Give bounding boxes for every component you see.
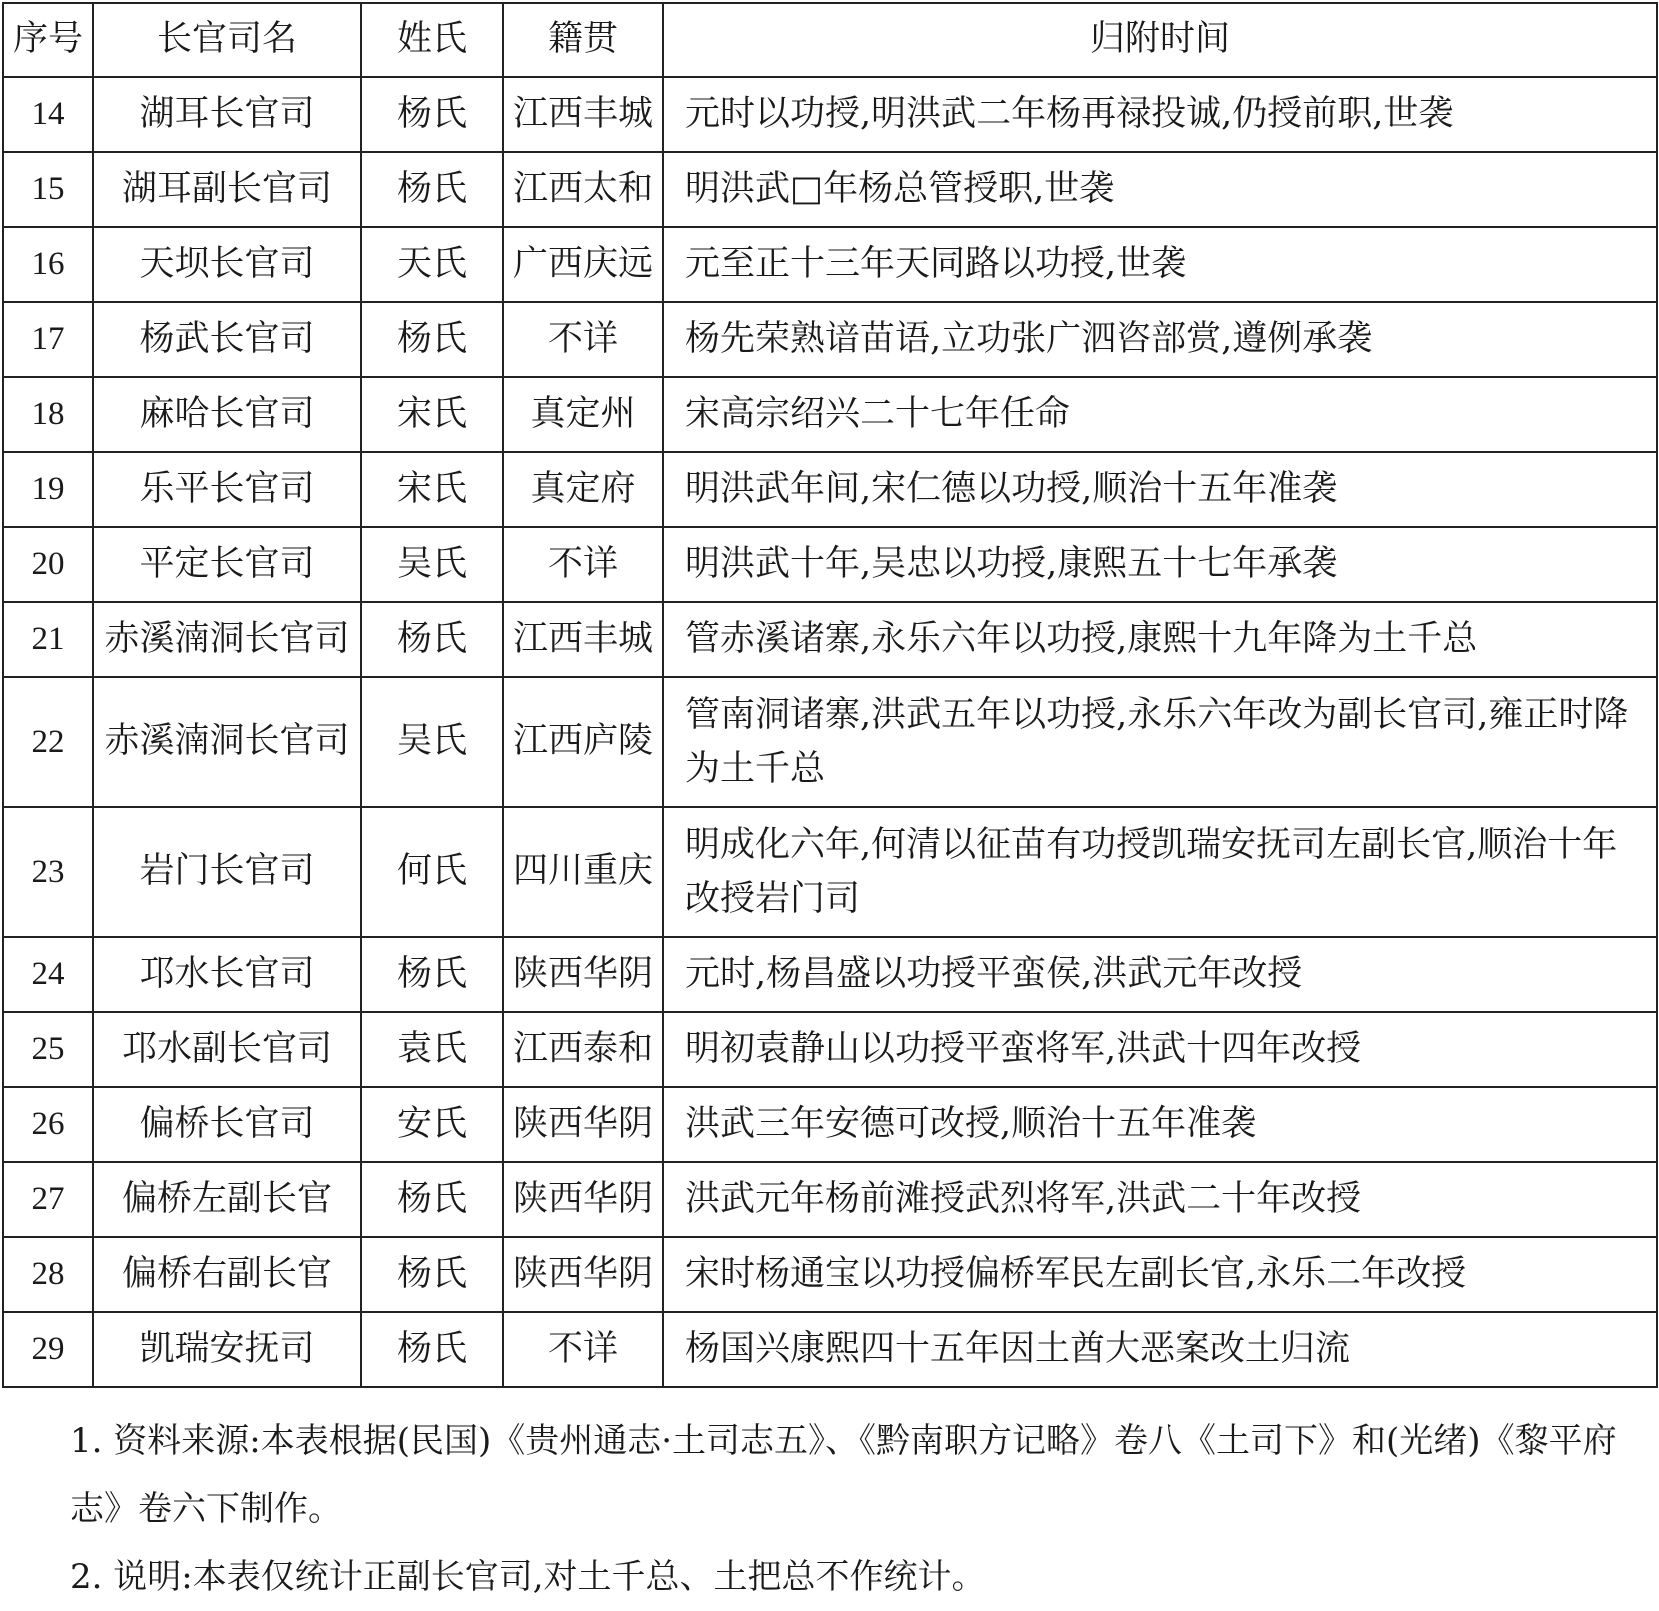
cell-index: 19 — [3, 452, 93, 527]
table-notes — [0, 1407, 1659, 1611]
cell-surname: 宋氏 — [361, 377, 503, 452]
cell-origin: 陕西华阴 — [503, 1237, 663, 1312]
cell-submission-time: 明洪武十年,吴忠以功授,康熙五十七年承袭 — [663, 527, 1657, 602]
cell-surname: 杨氏 — [361, 152, 503, 227]
cell-submission-time: 洪武元年杨前滩授武烈将军,洪武二十年改授 — [663, 1162, 1657, 1237]
table-row — [3, 77, 1657, 152]
table-row — [3, 1237, 1657, 1312]
cell-submission-time: 管赤溪诸寨,永乐六年以功授,康熙十九年降为土千总 — [663, 602, 1657, 677]
table-row — [3, 527, 1657, 602]
cell-office-name: 凯瑞安抚司 — [93, 1312, 361, 1387]
cell-index: 25 — [3, 1012, 93, 1087]
cell-origin: 真定州 — [503, 377, 663, 452]
table-header-row — [3, 3, 1657, 77]
cell-origin: 陕西华阴 — [503, 1087, 663, 1162]
cell-submission-time: 洪武三年安德可改授,顺治十五年准袭 — [663, 1087, 1657, 1162]
cell-surname: 杨氏 — [361, 602, 503, 677]
cell-surname: 杨氏 — [361, 937, 503, 1012]
cell-index: 26 — [3, 1087, 93, 1162]
cell-surname: 杨氏 — [361, 77, 503, 152]
cell-office-name: 乐平长官司 — [93, 452, 361, 527]
note-explanation: 2. 说明:本表仅统计正副长官司,对土千总、土把总不作统计。 — [70, 1557, 986, 1597]
cell-submission-time: 元至正十三年天同路以功授,世袭 — [663, 227, 1657, 302]
cell-office-name: 杨武长官司 — [93, 302, 361, 377]
cell-index: 18 — [3, 377, 93, 452]
cell-submission-time: 明初袁静山以功授平蛮将军,洪武十四年改授 — [663, 1012, 1657, 1087]
cell-office-name: 邛水副长官司 — [93, 1012, 361, 1087]
cell-index: 17 — [3, 302, 93, 377]
cell-origin: 不详 — [503, 527, 663, 602]
table-row — [3, 227, 1657, 302]
cell-office-name: 赤溪湳洞长官司 — [93, 677, 361, 807]
table-row — [3, 302, 1657, 377]
cell-index: 23 — [3, 807, 93, 937]
note-source: 1. 资料来源:本表根据(民国)《贵州通志·土司志五》、《黔南职方记略》卷八《土司下》和(光绪)《黎平府志》卷六下制作。 — [70, 1421, 1617, 1529]
cell-index: 28 — [3, 1237, 93, 1312]
cell-surname: 袁氏 — [361, 1012, 503, 1087]
cell-submission-time: 元时,杨昌盛以功授平蛮侯,洪武元年改授 — [663, 937, 1657, 1012]
cell-submission-time: 宋高宗绍兴二十七年任命 — [663, 377, 1657, 452]
cell-index: 20 — [3, 527, 93, 602]
header-origin: 籍贯 — [503, 3, 663, 77]
cell-index: 14 — [3, 77, 93, 152]
cell-index: 27 — [3, 1162, 93, 1237]
cell-origin: 不详 — [503, 1312, 663, 1387]
table-row — [3, 152, 1657, 227]
cell-origin: 江西泰和 — [503, 1012, 663, 1087]
table-row — [3, 677, 1657, 807]
cell-origin: 四川重庆 — [503, 807, 663, 937]
cell-submission-time: 明洪武年间,宋仁德以功授,顺治十五年准袭 — [663, 452, 1657, 527]
table-row — [3, 1162, 1657, 1237]
cell-surname: 安氏 — [361, 1087, 503, 1162]
cell-surname: 天氏 — [361, 227, 503, 302]
cell-surname: 杨氏 — [361, 302, 503, 377]
cell-surname: 杨氏 — [361, 1237, 503, 1312]
cell-submission-time: 管南洞诸寨,洪武五年以功授,永乐六年改为副长官司,雍正时降为土千总 — [663, 677, 1657, 807]
cell-office-name: 邛水长官司 — [93, 937, 361, 1012]
cell-index: 15 — [3, 152, 93, 227]
cell-origin: 江西丰城 — [503, 77, 663, 152]
cell-index: 29 — [3, 1312, 93, 1387]
cell-surname: 宋氏 — [361, 452, 503, 527]
cell-origin: 真定府 — [503, 452, 663, 527]
table-row — [3, 452, 1657, 527]
cell-origin: 江西庐陵 — [503, 677, 663, 807]
cell-office-name: 岩门长官司 — [93, 807, 361, 937]
cell-submission-time: 杨国兴康熙四十五年因土酋大恶案改土归流 — [663, 1312, 1657, 1387]
cell-office-name: 偏桥左副长官 — [93, 1162, 361, 1237]
cell-origin: 江西太和 — [503, 152, 663, 227]
cell-office-name: 平定长官司 — [93, 527, 361, 602]
cell-index: 16 — [3, 227, 93, 302]
header-submission-time: 归附时间 — [663, 3, 1657, 77]
cell-index: 22 — [3, 677, 93, 807]
cell-origin: 不详 — [503, 302, 663, 377]
cell-submission-time: 元时以功授,明洪武二年杨再禄投诚,仍授前职,世袭 — [663, 77, 1657, 152]
cell-submission-time: 杨先荣熟谙苗语,立功张广泗咨部赏,遵例承袭 — [663, 302, 1657, 377]
table-row — [3, 1012, 1657, 1087]
table-row — [3, 377, 1657, 452]
cell-surname: 杨氏 — [361, 1162, 503, 1237]
header-office-name: 长官司名 — [93, 3, 361, 77]
table-row — [3, 602, 1657, 677]
cell-office-name: 偏桥长官司 — [93, 1087, 361, 1162]
cell-origin: 广西庆远 — [503, 227, 663, 302]
table-row — [3, 1087, 1657, 1162]
cell-surname: 杨氏 — [361, 1312, 503, 1387]
cell-surname: 吴氏 — [361, 677, 503, 807]
cell-origin: 陕西华阴 — [503, 1162, 663, 1237]
cell-office-name: 湖耳副长官司 — [93, 152, 361, 227]
table-row — [3, 807, 1657, 937]
cell-surname: 何氏 — [361, 807, 503, 937]
cell-surname: 吴氏 — [361, 527, 503, 602]
chieftain-table — [2, 2, 1658, 1388]
cell-index: 21 — [3, 602, 93, 677]
cell-origin: 江西丰城 — [503, 602, 663, 677]
cell-index: 24 — [3, 937, 93, 1012]
table-row — [3, 937, 1657, 1012]
cell-office-name: 偏桥右副长官 — [93, 1237, 361, 1312]
table-body — [3, 77, 1657, 1387]
cell-office-name: 湖耳长官司 — [93, 77, 361, 152]
table-row — [3, 1312, 1657, 1387]
cell-submission-time: 宋时杨通宝以功授偏桥军民左副长官,永乐二年改授 — [663, 1237, 1657, 1312]
cell-submission-time: 明成化六年,何清以征苗有功授凯瑞安抚司左副长官,顺治十年改授岩门司 — [663, 807, 1657, 937]
cell-office-name: 麻哈长官司 — [93, 377, 361, 452]
cell-office-name: 赤溪湳洞长官司 — [93, 602, 361, 677]
cell-office-name: 天坝长官司 — [93, 227, 361, 302]
cell-origin: 陕西华阴 — [503, 937, 663, 1012]
header-surname: 姓氏 — [361, 3, 503, 77]
header-index: 序号 — [3, 3, 93, 77]
cell-submission-time: 明洪武□年杨总管授职,世袭 — [663, 152, 1657, 227]
